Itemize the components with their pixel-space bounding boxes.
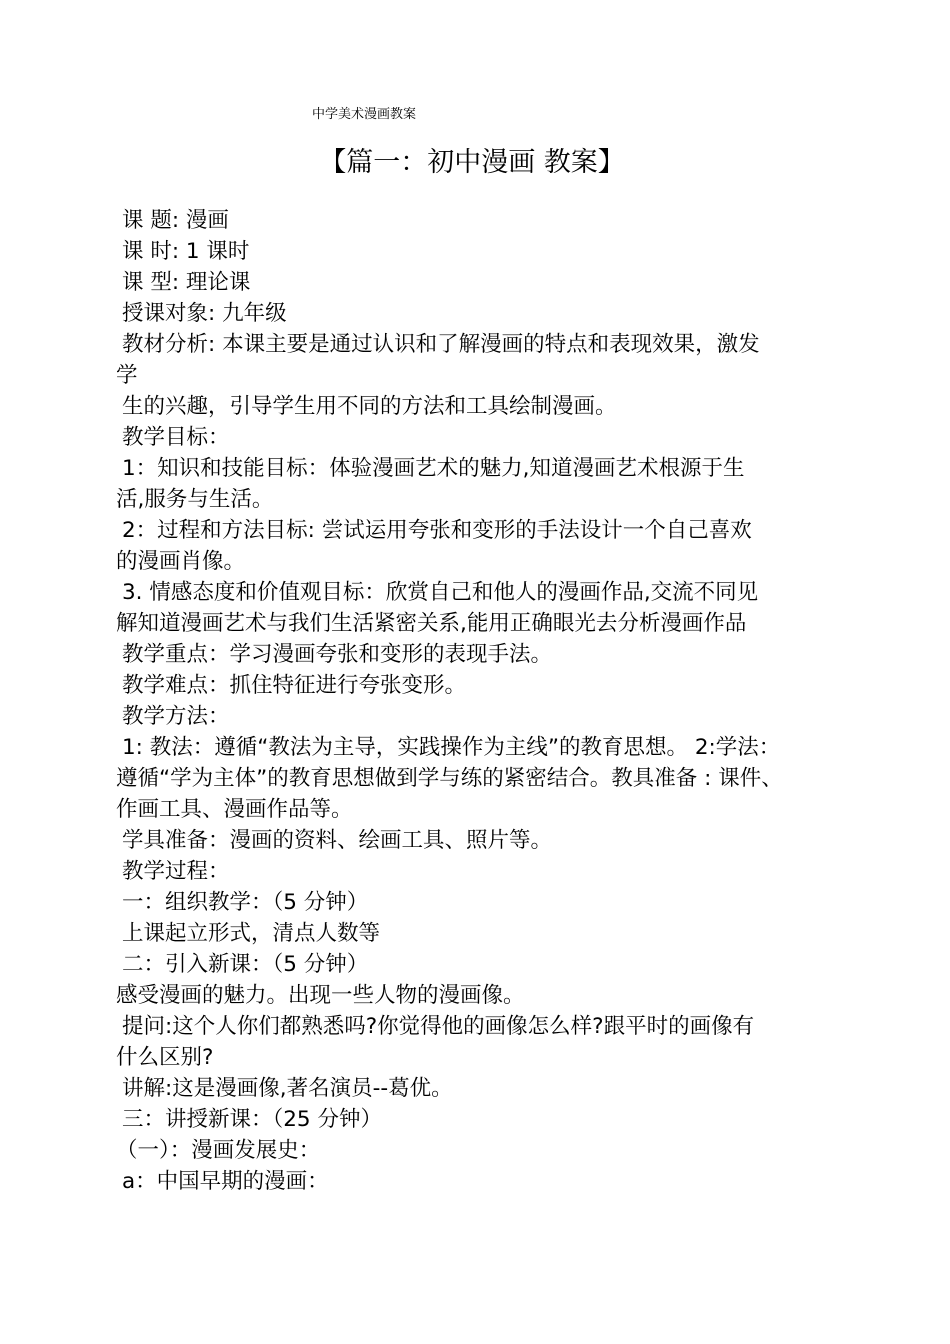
text-line-lesson-hours: 课 时: 1 课时: [122, 239, 250, 264]
text-line-goal-2: 2：过程和方法目标: 尝试运用夸张和变形的手法设计一个自己喜欢: [122, 518, 752, 543]
document-title: [0, 143, 950, 183]
text-line-teaching-methods: 教学方法：: [122, 704, 230, 729]
text-line-teaching-aids: 作画工具、漫画作品等。: [116, 797, 353, 822]
text-line-step-1-detail: 上课起立形式，清点人数等: [122, 921, 381, 946]
text-line-difficulty: 教学难点：抓住特征进行夸张变形。: [122, 673, 467, 698]
text-line-teaching-process: 教学过程：: [122, 859, 230, 884]
text-line-goal-1: 1：知识和技能目标：体验漫画艺术的魅力,知道漫画艺术根源于生: [122, 456, 745, 481]
text-line-question: 提问:这个人你们都熟悉吗?你觉得他的画像怎么样?跟平时的画像有: [122, 1014, 755, 1039]
text-line-goal-1-cont: 活,服务与生活。: [116, 487, 274, 512]
text-line-goal-3-cont: 解知道漫画艺术与我们生活紧密关系,能用正确眼光去分析漫画作品: [116, 611, 747, 636]
text-line-step-2: 二：引入新课：（5 分钟）: [122, 952, 369, 977]
text-line-step-2-detail: 感受漫画的魅力。出现一些人物的漫画像。: [116, 983, 525, 1008]
text-line-student-aids: 学具准备：漫画的资料、绘画工具、照片等。: [122, 828, 553, 853]
text-line-step-1: 一：组织教学：（5 分钟）: [122, 890, 369, 915]
text-line-goal-3: 3. 情感态度和价值观目标：欣赏自己和他人的漫画作品,交流不同见: [122, 580, 759, 605]
text-line-history-heading: （一）：漫画发展史：: [116, 1138, 321, 1163]
document-title-text: 【篇一：初中漫画 教案】: [319, 147, 625, 178]
running-header: 中学美术漫画教案: [312, 107, 417, 122]
text-line-goal-2-cont: 的漫画肖像。: [116, 549, 246, 574]
text-line-method-1: 1: 教法：遵循“教法为主导，实践操作为主线”的教育思想。 2:学法：: [122, 735, 781, 760]
text-line-question-cont: 什么区别?: [116, 1045, 214, 1070]
text-line-teaching-goals: 教学目标：: [122, 425, 230, 450]
text-line-early-comics: a：中国早期的漫画：: [122, 1169, 329, 1194]
text-line-lesson-topic: 课 题: 漫画: [122, 208, 229, 233]
text-line-material-analysis-cont: 生的兴趣，引导学生用不同的方法和工具绘制漫画。: [122, 394, 617, 419]
text-line-key-point: 教学重点：学习漫画夸张和变形的表现手法。: [122, 642, 553, 667]
text-line-step-3: 三：讲授新课：（25 分钟）: [122, 1107, 382, 1132]
document-body: [116, 205, 856, 1197]
text-line-audience: 授课对象: 九年级: [122, 301, 287, 326]
text-line-lesson-type: 课 型: 理论课: [122, 270, 251, 295]
text-line-material-analysis-wrap: 学: [116, 363, 138, 388]
text-line-method-2: 遵循“学为主体”的教育思想做到学与练的紧密结合。教具准备 : 课件、: [116, 766, 783, 791]
text-line-explanation: 讲解:这是漫画像,著名演员--葛优。: [122, 1076, 453, 1101]
text-line-material-analysis: 教材分析: 本课主要是通过认识和了解漫画的特点和表现效果，激发: [122, 332, 760, 357]
